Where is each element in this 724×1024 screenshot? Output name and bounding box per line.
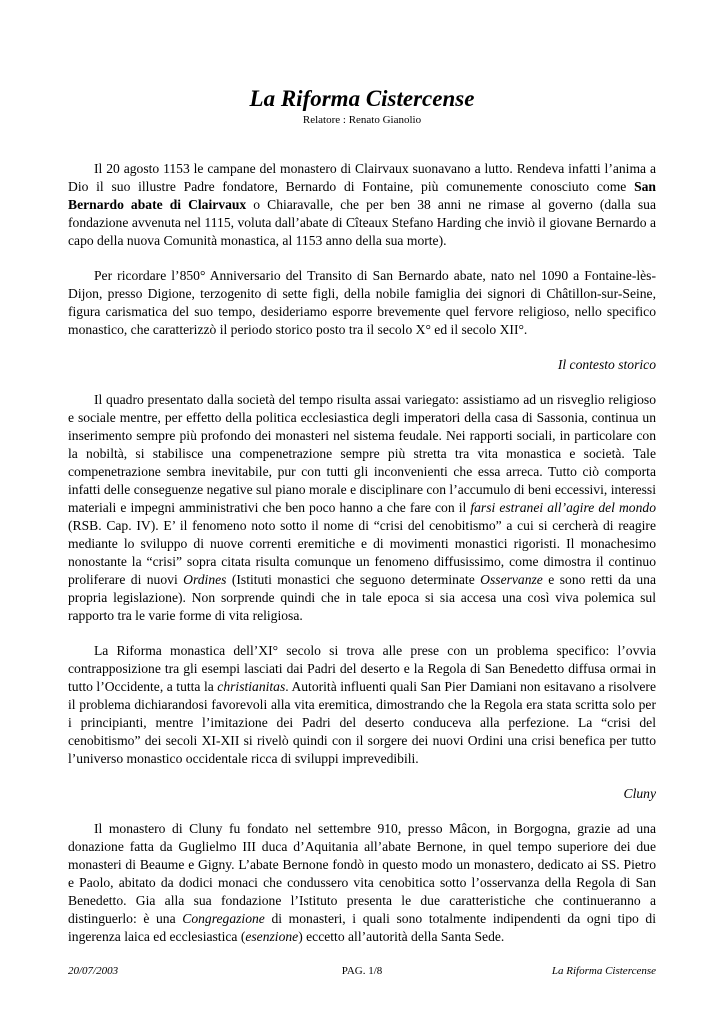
paragraph-5-text-a: Il monastero di Cluny fu fondato nel settembre 910, presso Mâcon, in Borgogna, grazie ad una donazione fatta da Guglielmo III duca d’Aquitania all’abate Bernone, in quel tempo superiore dei due monasteri di Beaume e Gigny. L’abate Bernone fondò in questo modo un monastero, dedicato ai SS. Pietro e Paolo, abitato da dodici monaci che condussero vita cenobitica sotto l’osservanza della Regola di San Benedetto. Gia alla sua fondazione l’Istituto presenta le due caratteristiche che continueranno a distinguerlo: è una — [68, 821, 656, 926]
document-title: La Riforma Cistercense — [249, 86, 475, 111]
section-heading-cluny: Cluny — [623, 786, 656, 801]
paragraph-2 — [68, 267, 656, 339]
paragraph-4-italic-christianitas: christianitas — [217, 679, 286, 694]
paragraph-5-text-e: ) eccetto all’autorità della Santa Sede. — [298, 929, 505, 944]
paragraph-3-text-a: Il quadro presentato dalla società del tempo risulta assai variegato: assistiamo ad un risveglio religioso e sociale mentre, per effetto della politica ecclesiastica degli imperatori della casa di Sassonia, continua un inserimento sempre più profondo dei monasteri nel sistema feudale. Nei rapporti sociali, in particolare con la nobiltà, si stabilisce una compenetrazione sempre più stretta tra vita monastica e società. Tale compenetrazione sembra inevitabile, pur con tutti gli inconvenienti che essa arreca. Tutto ciò comporta infatti delle conseguenze negative sul piano morale e disciplinare con l’accumulo di beni eccessivi, interessi materiali e impegni amministrativi che ben poco hanno a che fare con il — [68, 392, 656, 515]
document-page — [68, 0, 656, 1024]
paragraph-1 — [68, 160, 656, 250]
paragraph-1-text-a: Il 20 agosto 1153 le campane del monastero di Clairvaux suonavano a lutto. Rendeva infatti l’anima a Dio il suo illustre Padre fondatore, Bernardo di Fontaine, più comunemente conosciuto come — [68, 161, 656, 194]
paragraph-1-text-c: o Chiaravalle, che per ben 38 anni ne rimase al governo (dalla sua fondazione avvenuta nel 1115, voluta dall’abate di Cîteaux Stefano Harding che inviò il giovane Bernardo a capo della nuova Comunità monastica, al 1153 anno della sua morte). — [68, 197, 657, 248]
paragraph-5-italic-congregazione: Congregazione — [182, 911, 265, 926]
section-heading-contesto-storico: Il contesto storico — [557, 357, 656, 372]
paragraph-5-italic-esenzione: esenzione — [245, 929, 299, 944]
paragraph-5 — [68, 820, 656, 946]
footer-document-title: La Riforma Cistercense — [551, 965, 656, 977]
paragraph-5-text-c: di monasteri, i quali sono totalmente indipendenti da ogni tipo di ingerenza laica ed ecclesiastica ( — [68, 911, 656, 944]
page-footer — [68, 965, 656, 981]
paragraph-3-italic-osservanze: Osservanze — [480, 572, 543, 587]
paragraph-3-italic-ordines: Ordines — [183, 572, 227, 587]
paragraph-1-bold-name: San Bernardo abate di Clairvaux — [68, 179, 656, 212]
paragraph-3-text-c: (RSB. Cap. IV). E’ il fenomeno noto sotto il nome di “crisi del cenobitismo” a cui si cercherà di reagire mediante lo sviluppo di nuove correnti eremitiche e di movimenti monastici rigoristi. Il monachesimo nonostante la “crisi” sopra citata risulta comunque un fenomeno diffusissimo, come dimostra il continuo proliferare di nuovi — [68, 518, 656, 587]
paragraph-3-text-g: e sono retti da una propria legislazione). Non sorprende quindi che in tale epoca si sia accesa una così viva polemica sul rapporto tra le varie forme di vita religiosa. — [68, 572, 657, 623]
paragraph-4-text-c: . Autorità influenti quali San Pier Damiani non esitavano a risolvere il problema dichiarandosi favorevoli alla vita eremitica, dimostrando che la Regola era stata scritta solo per i principianti, mentre l’imitazione dei Padri del deserto conduceva alla perfezione. La “crisi del cenobitismo” dei secoli XI-XII si rivelò quindi con il sorgere dei nuovi Ordini una crisi benefica per tutto l’universo monastico occidentale ricca di sviluppi imprevedibili. — [68, 679, 656, 766]
body-text — [68, 160, 656, 963]
paragraph-4 — [68, 642, 656, 768]
paragraph-3-text-e: (Istituti monastici che seguono determinate — [226, 572, 481, 587]
paragraph-3 — [68, 391, 656, 625]
document-subtitle: Relatore : Renato Gianolio — [302, 114, 422, 126]
footer-page-number: PAG. 1/8 — [341, 965, 383, 977]
paragraph-3-italic-quote: farsi estranei all’agire del mondo — [470, 500, 656, 515]
footer-date: 20/07/2003 — [68, 965, 119, 977]
paragraph-2-text: Per ricordare l’850° Anniversario del Transito di San Bernardo abate, nato nel 1090 a Fontaine-lès-Dijon, presso Digione, terzogenito di sette figli, della nobile famiglia dei signori di Châtillon-sur-Seine, figura carismatica del suo tempo, desideriamo esporre brevemente quel fervore religioso, nello specifico monastico, che caratterizzò il periodo storico posto tra il secolo X° ed il secolo XII°. — [68, 268, 656, 337]
paragraph-4-text-a: La Riforma monastica dell’XI° secolo si trova alle prese con un problema specifico: l’ovvia contrapposizione tra gli esempi lasciati dai Padri del deserto e la Regola di San Benedetto diffusa ormai in tutto l’Occidente, a tutta la — [68, 643, 656, 694]
